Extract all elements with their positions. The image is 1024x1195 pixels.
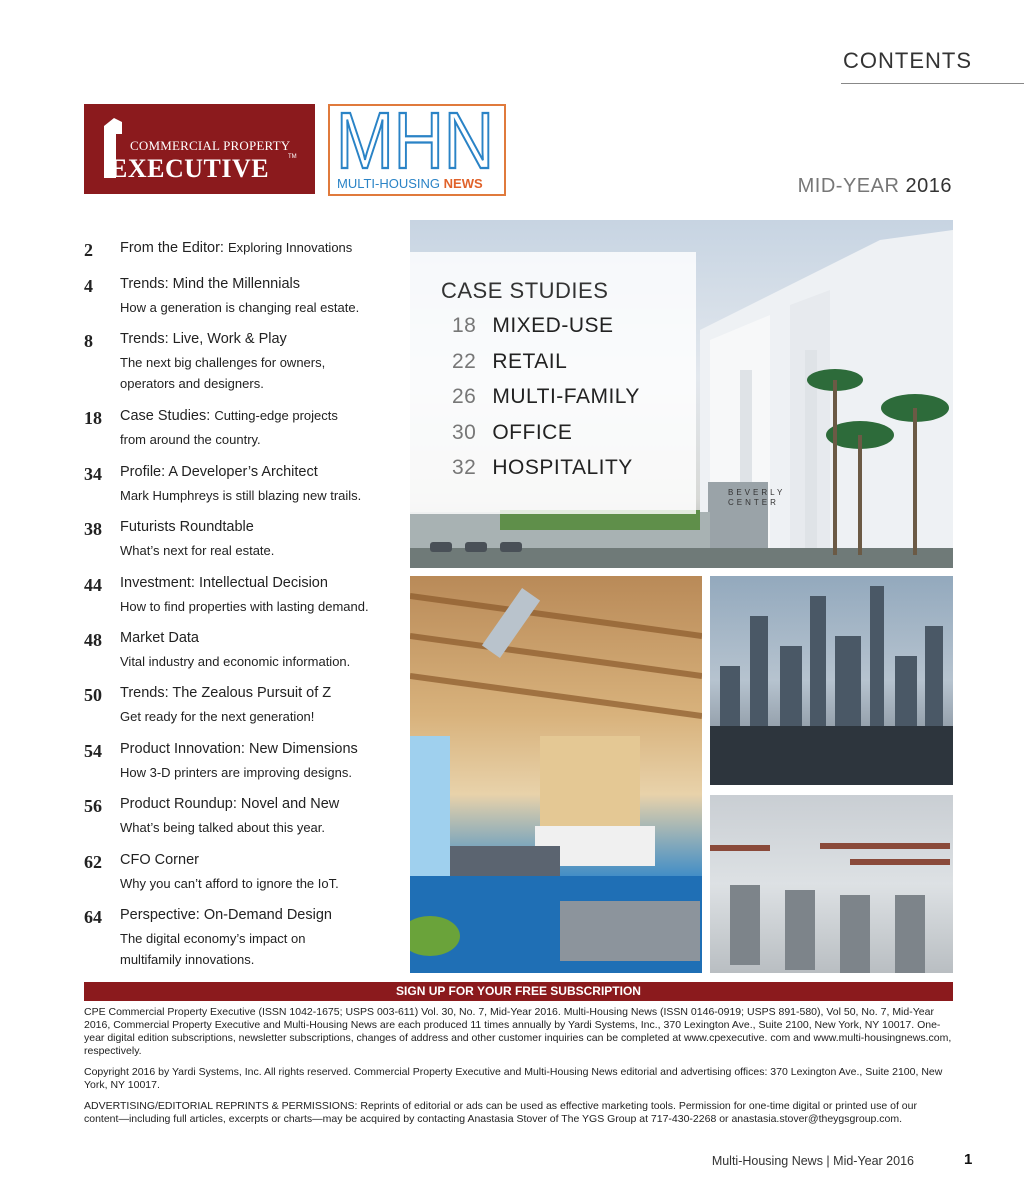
photo-office-lounge[interactable] [410,576,702,973]
case-study-label: MULTI-FAMILY [492,385,640,408]
toc-page-number: 44 [84,575,102,595]
publication-fine-print [84,1006,953,1134]
case-study-page: 30 [452,421,477,444]
mhn-tagline: MULTI-HOUSING NEWS [337,176,483,191]
toc-page-number: 38 [84,519,102,539]
mhn-mark-logo [336,106,496,172]
case-study-item[interactable] [452,350,567,374]
case-study-page: 32 [452,456,477,479]
toc-description: How 3-D printers are improving designs. [120,765,352,780]
toc-title: Trends: Mind the Millennials [120,276,300,292]
case-study-label: HOSPITALITY [492,456,633,479]
beverly-center-sign: BEVERLY CENTER [728,488,786,507]
toc-title: Market Data [120,630,199,646]
toc-page-number: 54 [84,741,102,761]
photo-furniture[interactable] [710,795,953,973]
case-study-label: RETAIL [492,350,568,373]
case-study-item[interactable] [452,385,640,409]
city-illustration [710,576,953,785]
mhn-mark-text: MHN [336,106,494,172]
toc-page-number: 34 [84,464,102,484]
issue-label: MID-YEAR [797,175,900,197]
toc-description: Why you can’t afford to ignore the IoT. [120,876,339,891]
toc-description: How a generation is changing real estate. [120,300,360,315]
toc-description: What’s being talked about this year. [120,820,325,835]
furniture-illustration [710,795,953,973]
toc-description: Mark Humphreys is still blazing new trails. [120,488,362,503]
toc-page-number: 4 [84,276,93,296]
toc-title: Perspective: On-Demand Design [120,907,332,923]
toc-page-number: 2 [84,240,93,260]
case-study-page: 22 [452,350,477,373]
toc-page-number: 18 [84,408,102,428]
toc-description: from around the country. [120,432,261,447]
case-study-page: 26 [452,385,477,408]
footer-page-number: 1 [964,1151,973,1168]
fine-print-paragraph: CPE Commercial Property Executive (ISSN 1042-1675; USPS 003-611) Vol. 30, No. 7, Mid-Year 2016. Multi-Housing News (ISSN 0146-0919; USPS 891-580), Vol 50, No. 7, Mid-Year 2016, Commercial Property Executive and Multi-Housing News are each produced 11 times annually by Yardi Systems, Inc., 370 Lexington Ave., Suite 2100, New York, NY 10017. One-year digital edition subscriptions, newsletter subscriptions, changes of address and other customer inquiries can be completed at www.cpexecutive. com and www.multi-housingnews.com, respectively. [84,1006,952,1057]
lounge-illustration [410,576,702,973]
toc-title: Investment: Intellectual Decision [120,575,328,591]
case-study-item[interactable] [452,421,572,445]
toc-page-number: 56 [84,796,102,816]
fine-print-paragraph: ADVERTISING/EDITORIAL REPRINTS & PERMISSIONS: Reprints of editorial or ads can be used as effective marketing tools. Permission for one-time digital or printed use of our content—including full articles, excerpts or charts—may be acquired by contacting Anastasia Stover of The YGS Group at 717-430-2268 or anastasia.stover@theygsgroup.com. [84,1100,917,1125]
cpe-trademark: TM [288,154,297,160]
toc-title: Futurists Roundtable [120,519,254,535]
mhn-logo [328,104,506,196]
cpe-logo-line2: EXECUTIVE [110,154,270,183]
toc-description: How to find properties with lasting demand. [120,599,369,614]
toc-description: The digital economy’s impact on multifamily innovations. [120,931,306,967]
header-rule [841,83,1024,84]
case-study-item[interactable] [452,314,614,338]
footer-publication: Multi-Housing News | Mid-Year 2016 [711,1154,914,1168]
issue-year: 2016 [905,175,952,197]
case-studies-heading: CASE STUDIES [441,278,609,303]
case-study-label: OFFICE [492,421,573,444]
issue-date [798,175,952,198]
toc-description: The next big challenges for owners, operators and designers. [120,355,326,391]
toc-page-number: 62 [84,852,102,872]
toc-title: Trends: The Zealous Pursuit of Z [120,685,332,701]
case-studies-panel [410,252,696,514]
case-study-item[interactable] [452,456,633,480]
toc-page-number: 64 [84,907,102,927]
fine-print-paragraph: Copyright 2016 by Yardi Systems, Inc. All rights reserved. Commercial Property Executive and Multi-Housing News editorial and advertising offices: 370 Lexington Ave., Suite 2100, New York, NY 10017. [84,1066,943,1091]
toc-page-number: 48 [84,630,102,650]
cpe-logo [84,104,315,194]
toc-description: Get ready for the next generation! [120,709,315,724]
toc-title: Profile: A Developer’s Architect [120,464,318,480]
toc-title: CFO Corner [120,852,199,868]
toc-description: What’s next for real estate. [120,543,275,558]
toc-title: From the Editor: Exploring Innovations [120,240,353,256]
toc-title: Product Roundup: Novel and New [120,796,340,812]
toc-description: Vital industry and economic information. [120,654,351,669]
toc-title: Product Innovation: New Dimensions [120,741,358,757]
case-study-label: MIXED-USE [492,314,614,337]
cpe-logo-line1: COMMERCIAL PROPERTY [130,138,291,153]
toc-title: Case Studies: Cutting-edge projects [120,408,338,424]
photo-futuristic-city[interactable] [710,576,953,785]
toc-page-number: 8 [84,331,93,351]
toc-title: Trends: Live, Work & Play [120,331,287,347]
toc-page-number: 50 [84,685,102,705]
subscription-signup-button[interactable]: SIGN UP FOR YOUR FREE SUBSCRIPTION [84,982,953,1001]
case-study-page: 18 [452,314,477,337]
section-title: CONTENTS [843,48,972,73]
